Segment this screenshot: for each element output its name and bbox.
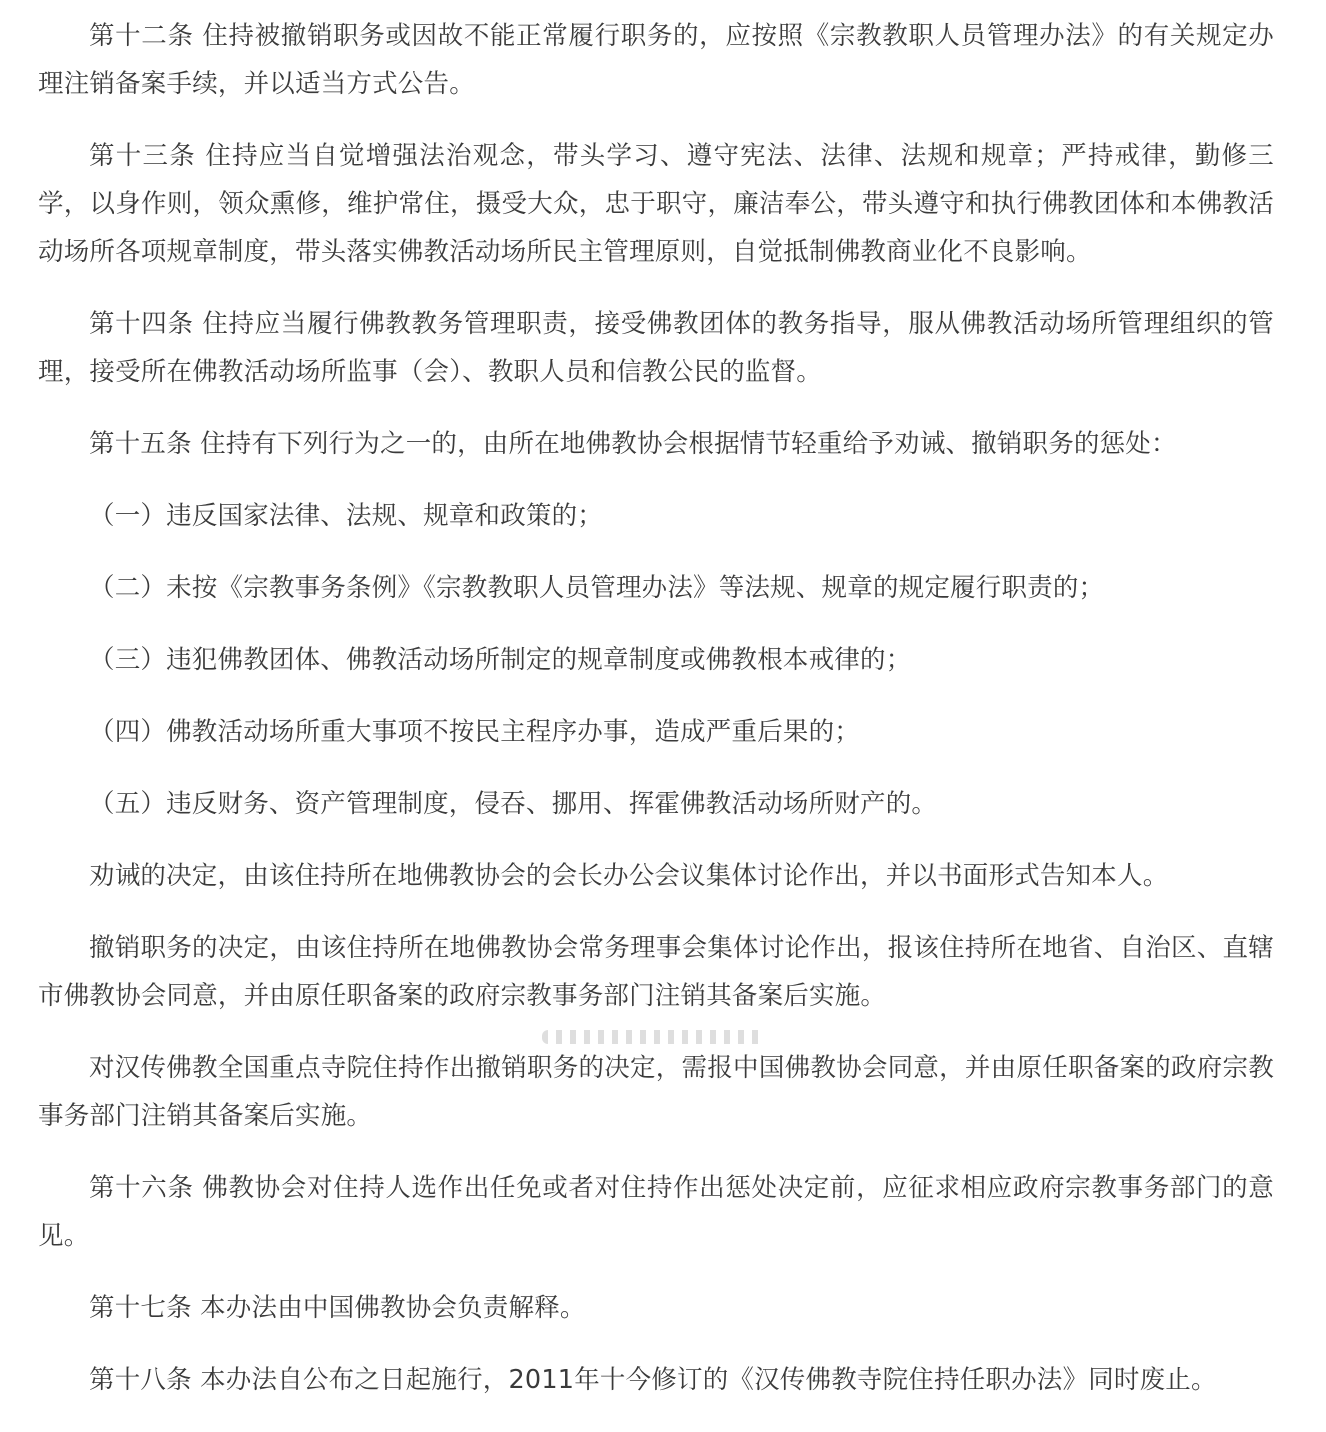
document-body [38,12,1274,1404]
article-15: 第十五条 住持有下列行为之一的，由所在地佛教协会根据情节轻重给予劝诫、撤销职务的惩处： [89,429,1177,459]
article-15-item-3: （三）违犯佛教团体、佛教活动场所制定的规章制度或佛教根本戒律的； [89,645,912,675]
admonition-decision-paragraph: 劝诫的决定，由该住持所在地佛教协会的会长办公会议集体讨论作出，并以书面形式告知本人。 [89,861,1169,891]
article-17: 第十七条 本办法由中国佛教协会负责解释。 [89,1293,586,1323]
article-15-item-4: （四）佛教活动场所重大事项不按民主程序办事，造成严重后果的； [89,717,861,747]
article-15-item-2: （二）未按《宗教事务条例》《宗教教职人员管理办法》等法规、规章的规定履行职责的； [89,573,1105,603]
article-15-item-1: （一）违反国家法律、法规、规章和政策的； [89,501,604,531]
dismissal-decision-paragraph: 撤销职务的决定，由该住持所在地佛教协会常务理事会集体讨论作出，报该住持所在地省、自治区、直辖市佛教协会同意，并由原任职备案的政府宗教事务部门注销其备案后实施。 [38,933,1274,1011]
article-18: 第十八条 本办法自公布之日起施行，20​11年十今修订的《汉传佛教寺院住持任职办法》同时废止。 [89,1365,1217,1395]
article-14: 第十四条 住持应当履行佛教教务管理职责，接受佛教团体的教务指导，服从佛教活动场所管理组织的管理，接受所在佛教活动场所监事（会）、教职人员和信教公民的监督。 [38,309,1274,387]
article-16: 第十六条 佛教协会对住持人选作出任免或者对住持作出惩处决定前，应征求相应政府宗教事务部门的意见。 [38,1173,1274,1251]
article-15-item-5: （五）违反财务、资产管理制度，侵吞、挪用、挥霍佛教活动场所财产的。 [89,789,938,819]
article-13: 第十三条 住持应当自觉增强法治观念，带头学习、遵守宪法、法律、法规和规章；严持戒律，勤修三学，以身作则，领众熏修，维护常住，摄受大众，忠于职守，廉洁奉公，带头遵守和执行佛教团体和本佛教活动场所各项规章制度，带头落实佛教活动场所民主管理原则，自觉抵制佛教商业化不良影响。 [38,141,1274,267]
article-12: 第十二条 住持被撤销职务或因故不能正常履行职务的，应按照《宗教教职人员管理办法》的有关规定办理注销备案手续，并以适当方式公告。 [38,21,1274,99]
national-key-temple-paragraph: 对汉传佛教全国重点寺院住持作出撤销职务的决定，需报中国佛教协会同意，并由原任职备案的政府宗教事务部门注销其备案后实施。 [38,1053,1274,1131]
